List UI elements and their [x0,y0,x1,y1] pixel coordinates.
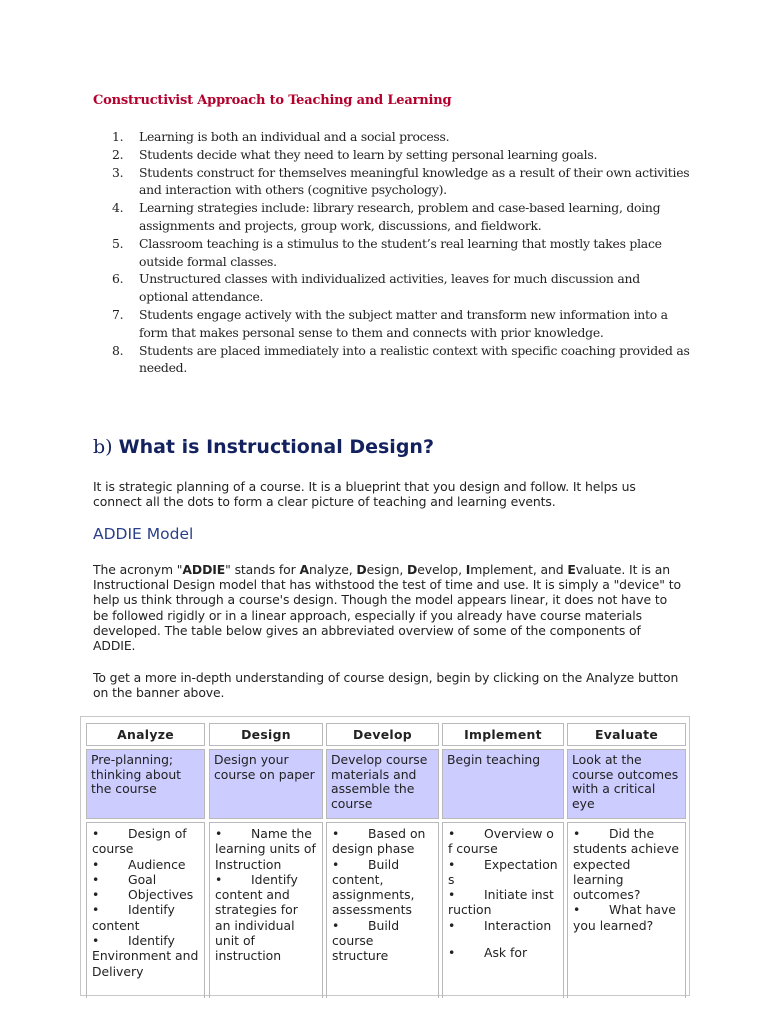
closing-paragraph: To get a more in-depth understanding of course design, begin by clicking on the Analyze button on the banner above. [93,670,679,701]
list-item [112,235,692,271]
bullet: • [215,871,223,887]
task-item [92,933,199,979]
list-item-number: 6. [112,271,124,287]
list-item-text: Classroom teaching is a stimulus to the student’s real learning that mostly takes place outside formal classes. [139,235,662,269]
task-text: Name the learning units of Instruction [215,826,316,872]
bullet: • [573,902,581,918]
constructivist-list [112,128,692,377]
task-text: Identify Environment and Delivery [92,933,199,979]
section-b-heading: What is Instructional Design? [118,436,434,458]
task-text: Build content, assignments, assessments [332,856,415,918]
text-run: evelop, [417,562,466,577]
letter-d: D [356,562,367,577]
task-text: Goal [128,871,157,887]
bullet: • [573,826,581,841]
task-item [332,918,433,964]
header-analyze: Analyze [86,723,205,746]
header-evaluate: Evaluate [567,723,686,746]
task-item [448,887,558,918]
text-run: nalyze, [308,562,357,577]
list-item-number: 4. [112,200,124,216]
bullet: • [92,871,100,887]
tasks-develop [326,822,439,998]
task-item [215,872,317,964]
list-item-number: 2. [112,146,124,162]
task-text: Objectives [128,887,194,903]
task-text: Build course structure [332,917,400,964]
bullet: • [92,887,100,903]
addie-description [93,562,683,653]
list-item [112,164,692,200]
bullet: • [215,826,223,841]
task-text: Based on design phase [332,826,426,857]
list-item-number: 5. [112,235,124,251]
list-item-text: Learning strategies include: library research, problem and case-based learning, doing assignments and projects, group work, discussions, and fieldwork. [139,200,661,233]
bullet: • [448,917,456,933]
task-text: Design of course [92,826,187,857]
task-text: Ask for [484,945,528,961]
list-item-number: 3. [112,164,124,180]
tasks-analyze [86,822,205,998]
summary-implement: Begin teaching [442,749,564,819]
bullet: • [92,826,100,841]
addie-table [80,716,690,996]
text-run: mplement, and [470,562,568,577]
list-item-text: Students decide what they need to learn by setting personal learning goals. [139,146,598,162]
section-a-title: Constructivist Approach to Teaching and Learning [93,93,452,108]
list-item [112,306,692,342]
bullet: • [332,856,340,872]
tasks-implement [442,822,564,998]
task-item [92,902,199,933]
list-item [112,342,692,378]
list-item-text: Students construct for themselves meaningful knowledge as a result of their own activities and interaction with others (cognitive psychology). [139,164,690,198]
list-item-number: 1. [112,129,124,144]
task-item [448,826,558,857]
instructional-design-intro: It is strategic planning of a course. It is a blueprint that you design and follow. It helps us connect all the dots to form a clear picture of teaching and learning events. [93,479,636,510]
text-run: esign, [366,562,408,577]
task-item [332,857,433,918]
tasks-evaluate [567,822,686,998]
list-item-text: Unstructured classes with individualized activities, leaves for much discussion and optional attendance. [139,271,640,305]
task-item [92,887,199,902]
text-run: The acronym " [93,562,183,577]
summary-develop: Develop course materials and assemble the course [326,749,439,819]
task-item [215,826,317,872]
bullet: • [332,826,340,841]
bullet: • [448,826,456,841]
task-text: Audience [128,856,186,872]
summary-evaluate: Look at the course outcomes with a critical eye [567,749,686,819]
list-item [112,128,692,146]
summary-analyze: Pre-planning; thinking about the course [86,749,205,819]
task-item [573,902,680,933]
list-item-number: 7. [112,306,124,322]
letter-d: D [407,562,418,577]
task-text: Expectations [448,856,558,887]
task-text: Identify content and strategies for an individual unit of instruction [215,871,298,964]
task-text: What have you learned? [573,902,676,933]
task-item [448,945,558,960]
bullet: • [92,902,100,918]
bullet: • [448,887,456,903]
task-item [448,918,558,933]
task-text: Overview of course [448,826,554,857]
list-item [112,199,692,235]
list-item [112,146,692,164]
text-run: " stands for [225,562,300,577]
list-item [112,270,692,306]
task-item [332,826,433,857]
addie-heading: ADDIE Model [93,525,194,543]
bullet: • [92,933,100,949]
task-text: Interaction [484,917,552,933]
list-item-text: Students engage actively with the subject matter and transform new information into a form that makes personal sense to them and connects with prior knowledge. [139,306,668,340]
bullet: • [92,856,100,872]
task-item [92,857,199,872]
header-develop: Develop [326,723,439,746]
letter-i: I [465,562,471,577]
letter-a: A [299,562,309,577]
text-run: valuate. It is an Instructional Design model that has withstood the test of time and use. It is simply a "device" to help us think through a course's design. Though the model appears linear, it does not have to be followed rigidly or in a linear approach, especially if you already have course materials developed. The table below gives an abbreviated overview of some of the components of ADDIE. [93,562,681,654]
bullet: • [448,945,456,961]
list-item-text: Learning is both an individual and a social process. [139,129,450,144]
letter-e: E [567,562,576,577]
header-implement: Implement [442,723,564,746]
task-text: Initiate instruction [448,887,554,918]
addie-acronym: ADDIE [182,562,226,577]
task-item [448,857,558,888]
summary-design: Design your course on paper [209,749,323,819]
tasks-design [209,822,323,998]
task-item [92,872,199,887]
list-item-number: 8. [112,342,124,358]
bullet: • [448,856,456,872]
section-b-title [93,436,434,458]
task-text: Identify content [92,902,175,933]
bullet: • [332,917,340,933]
task-item [573,826,680,902]
task-text: Did the students achieve expected learning outcomes? [573,826,680,903]
list-item-text: Students are placed immediately into a realistic context with specific coaching provided as needed. [139,342,690,376]
task-item [92,826,199,857]
header-design: Design [209,723,323,746]
section-b-prefix: b) [93,436,113,458]
